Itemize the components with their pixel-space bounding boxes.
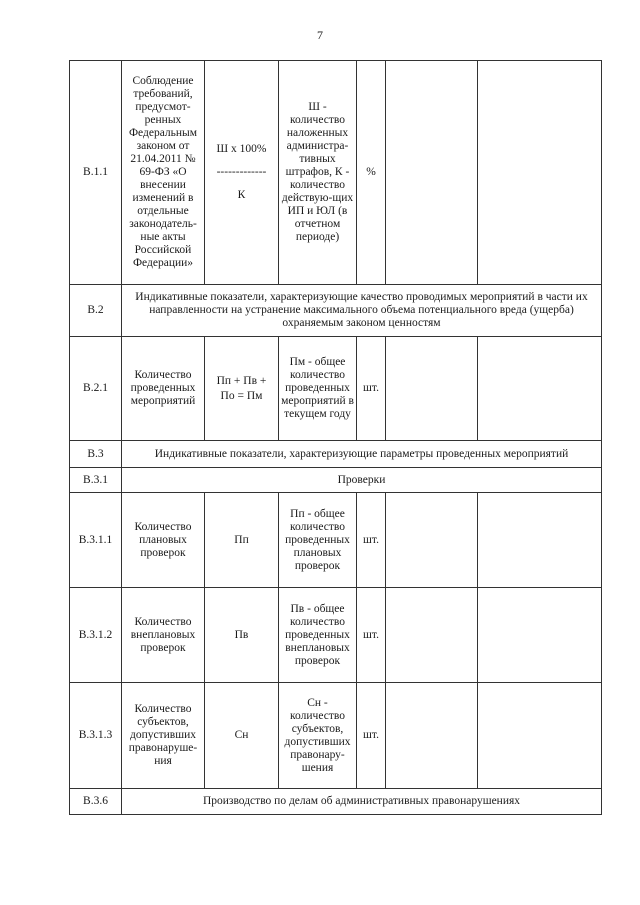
page-number: 7 xyxy=(317,28,323,42)
section-title: Производство по делам об административных правонарушениях xyxy=(122,789,602,815)
row-code: В.3.1.3 xyxy=(70,683,122,789)
table-row-b21 xyxy=(70,337,602,441)
unit: шт. xyxy=(357,493,386,588)
section-row-b36 xyxy=(70,789,602,815)
empty-cell xyxy=(386,337,478,441)
row-code: В.2 xyxy=(70,285,122,337)
formula-cell: Пв xyxy=(205,588,279,683)
table-row-b11 xyxy=(70,61,602,285)
empty-cell xyxy=(386,61,478,285)
formula-cell: Пп xyxy=(205,493,279,588)
empty-cell xyxy=(386,493,478,588)
unit: % xyxy=(357,61,386,285)
formula-fraction xyxy=(217,142,267,203)
unit: шт. xyxy=(357,683,386,789)
unit: шт. xyxy=(357,588,386,683)
section-title: Индикативные показатели, характеризующие качество проводимых мероприятий в части их направленности на устранение максимального объема потенциального вреда (ущерба) охраняемым законом ценностям xyxy=(122,285,602,337)
table-row-b313 xyxy=(70,683,602,789)
section-title: Проверки xyxy=(122,468,602,493)
empty-cell xyxy=(478,683,602,789)
formula-cell xyxy=(205,61,279,285)
row-code: В.3.1.1 xyxy=(70,493,122,588)
formula-divider: ------------- xyxy=(216,166,267,178)
indicators-table xyxy=(69,60,602,815)
indicator-name: Количество проведенных мероприятий xyxy=(122,337,205,441)
row-code: В.1.1 xyxy=(70,61,122,285)
formula-denominator: К xyxy=(237,189,246,201)
row-code: В.3 xyxy=(70,441,122,468)
section-row-b3 xyxy=(70,441,602,468)
indicator-description: Ш - количество наложенных администра-тивных штрафов, К - количество действую-щих ИП и ЮЛ (в отчетном периоде) xyxy=(279,61,357,285)
empty-cell xyxy=(478,61,602,285)
empty-cell xyxy=(386,683,478,789)
empty-cell xyxy=(478,588,602,683)
formula xyxy=(217,374,267,404)
indicator-name: Количество плановых проверок xyxy=(122,493,205,588)
indicator-name: Количество внеплановых проверок xyxy=(122,588,205,683)
empty-cell xyxy=(478,337,602,441)
table-row-b312 xyxy=(70,588,602,683)
indicator-name: Количество субъектов, допустивших правонаруше-ния xyxy=(122,683,205,789)
empty-cell xyxy=(386,588,478,683)
formula-cell: Сн xyxy=(205,683,279,789)
row-code: В.3.1 xyxy=(70,468,122,493)
section-title: Индикативные показатели, характеризующие параметры проведенных мероприятий xyxy=(122,441,602,468)
indicator-description: Сн - количество субъектов, допустивших правонару-шения xyxy=(279,683,357,789)
row-code: В.3.6 xyxy=(70,789,122,815)
indicator-description: Пм - общее количество проведенных мероприятий в текущем году xyxy=(279,337,357,441)
formula-line-1: Пп + Пв + xyxy=(216,374,267,387)
indicator-description: Пв - общее количество проведенных внеплановых проверок xyxy=(279,588,357,683)
formula-line-2: По = Пм xyxy=(220,389,263,402)
section-row-b31 xyxy=(70,468,602,493)
empty-cell xyxy=(478,493,602,588)
row-code: В.2.1 xyxy=(70,337,122,441)
formula-numerator: Ш х 100% xyxy=(216,143,267,155)
indicator-name: Соблюдение требований, предусмот-ренных Федеральным законом от 21.04.2011 № 69-ФЗ «О внесении изменений в отдельные законодатель-ные акты Российской Федерации» xyxy=(122,61,205,285)
row-code: В.3.1.2 xyxy=(70,588,122,683)
section-row-b2 xyxy=(70,285,602,337)
indicator-description: Пп - общее количество проведенных плановых проверок xyxy=(279,493,357,588)
formula-cell xyxy=(205,337,279,441)
unit: шт. xyxy=(357,337,386,441)
table-row-b311 xyxy=(70,493,602,588)
